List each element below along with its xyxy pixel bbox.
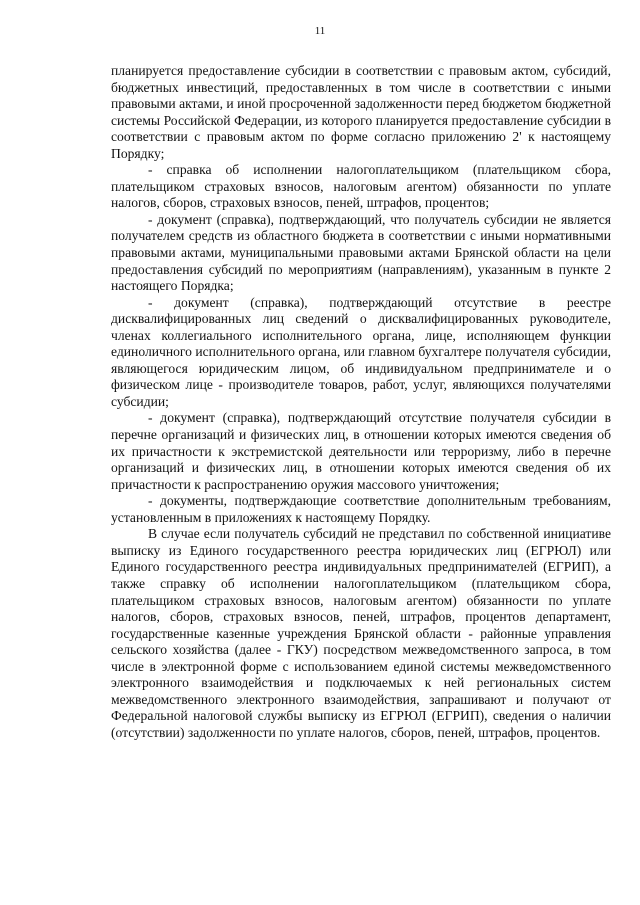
paragraph-regional-budget-certificate: - документ (справка), подтверждающий, что получатель субсидии не является получателем средств из областного бюджета в соответствии с иными нормативными правовыми актами, муниципальными правовыми актами Брянской области на цели предоставления субсидий по мероприятиям (направлениям), указанным в пункте 2 настоящего Порядка; [111, 211, 611, 294]
document-body [111, 63, 611, 741]
paragraph-continuation: планируется предоставление субсидии в соответствии с правовым актом, субсидий, бюджетных инвестиций, предоставленных в том числе в соответствии с иными правовыми актами, и иной просроченной задолженности перед бюджетом бюджетной системы Российской Федерации, из которого планируется предоставление субсидии в соответствии с правовым актом по форме согласно приложению 2' к настоящему Порядку; [111, 63, 611, 161]
paragraph-interagency-request: В случае если получатель субсидий не представил по собственной инициативе выписку из Единого государственного реестра юридических лиц (ЕГРЮЛ) или Единого государственного реестра индивидуальных предпринимателей (ЕГРИП), а также справку об исполнении налогоплательщиком (плательщиком сбора, плательщиком страховых взносов, налоговым агентом) обязанности по уплате налогов, сборов, страховых взносов, пеней, штрафов, процентов департамент, государственные казенные учреждения Брянской области - районные управления сельского хозяйства (далее - ГКУ) посредством межведомственного запроса, в том числе в электронной форме с использованием единой системы межведомственного электронного взаимодействия и подключаемых к ней региональных систем межведомственного электронного взаимодействия, запрашивают и получают от Федеральной налоговой службы выписку из ЕГРЮЛ (ЕГРИП), сведения о наличии (отсутствии) задолженности по уплате налогов, сборов, пеней, штрафов, процентов. [111, 526, 611, 740]
paragraph-disqualified-persons-certificate: - документ (справка), подтверждающий отсутствие в реестре дисквалифицированных лиц сведений о дисквалифицированных руководителе, членах коллегиального исполнительного органа, лице, исполняющем функции единоличного исполнительного органа, или главном бухгалтере получателя субсидии, являющегося юридическим лицом, об индивидуальном предпринимателе и о физическом лице - производителе товаров, работ, услуг, являющихся получателями субсидии; [111, 294, 611, 409]
page-number: 11 [314, 25, 326, 37]
paragraph-tax-certificate: - справка об исполнении налогоплательщиком (плательщиком сбора, плательщиком страховых взносов, налоговым агентом) обязанности по уплате налогов, сборов, страховых взносов, пеней, штрафов, процентов; [111, 162, 611, 211]
paragraph-extremism-certificate: - документ (справка), подтверждающий отсутствие получателя субсидии в перечне организаций и физических лиц, в отношении которых имеются сведения об их причастности к экстремистской деятельности или терроризму, либо в перечне организаций и физических лиц, в отношении которых имеются сведения об их причастности к распространению оружия массового уничтожения; [111, 410, 611, 492]
paragraph-additional-requirements: - документы, подтверждающие соответствие дополнительным требованиям, установленным в приложениях к настоящему Порядку. [111, 493, 611, 525]
